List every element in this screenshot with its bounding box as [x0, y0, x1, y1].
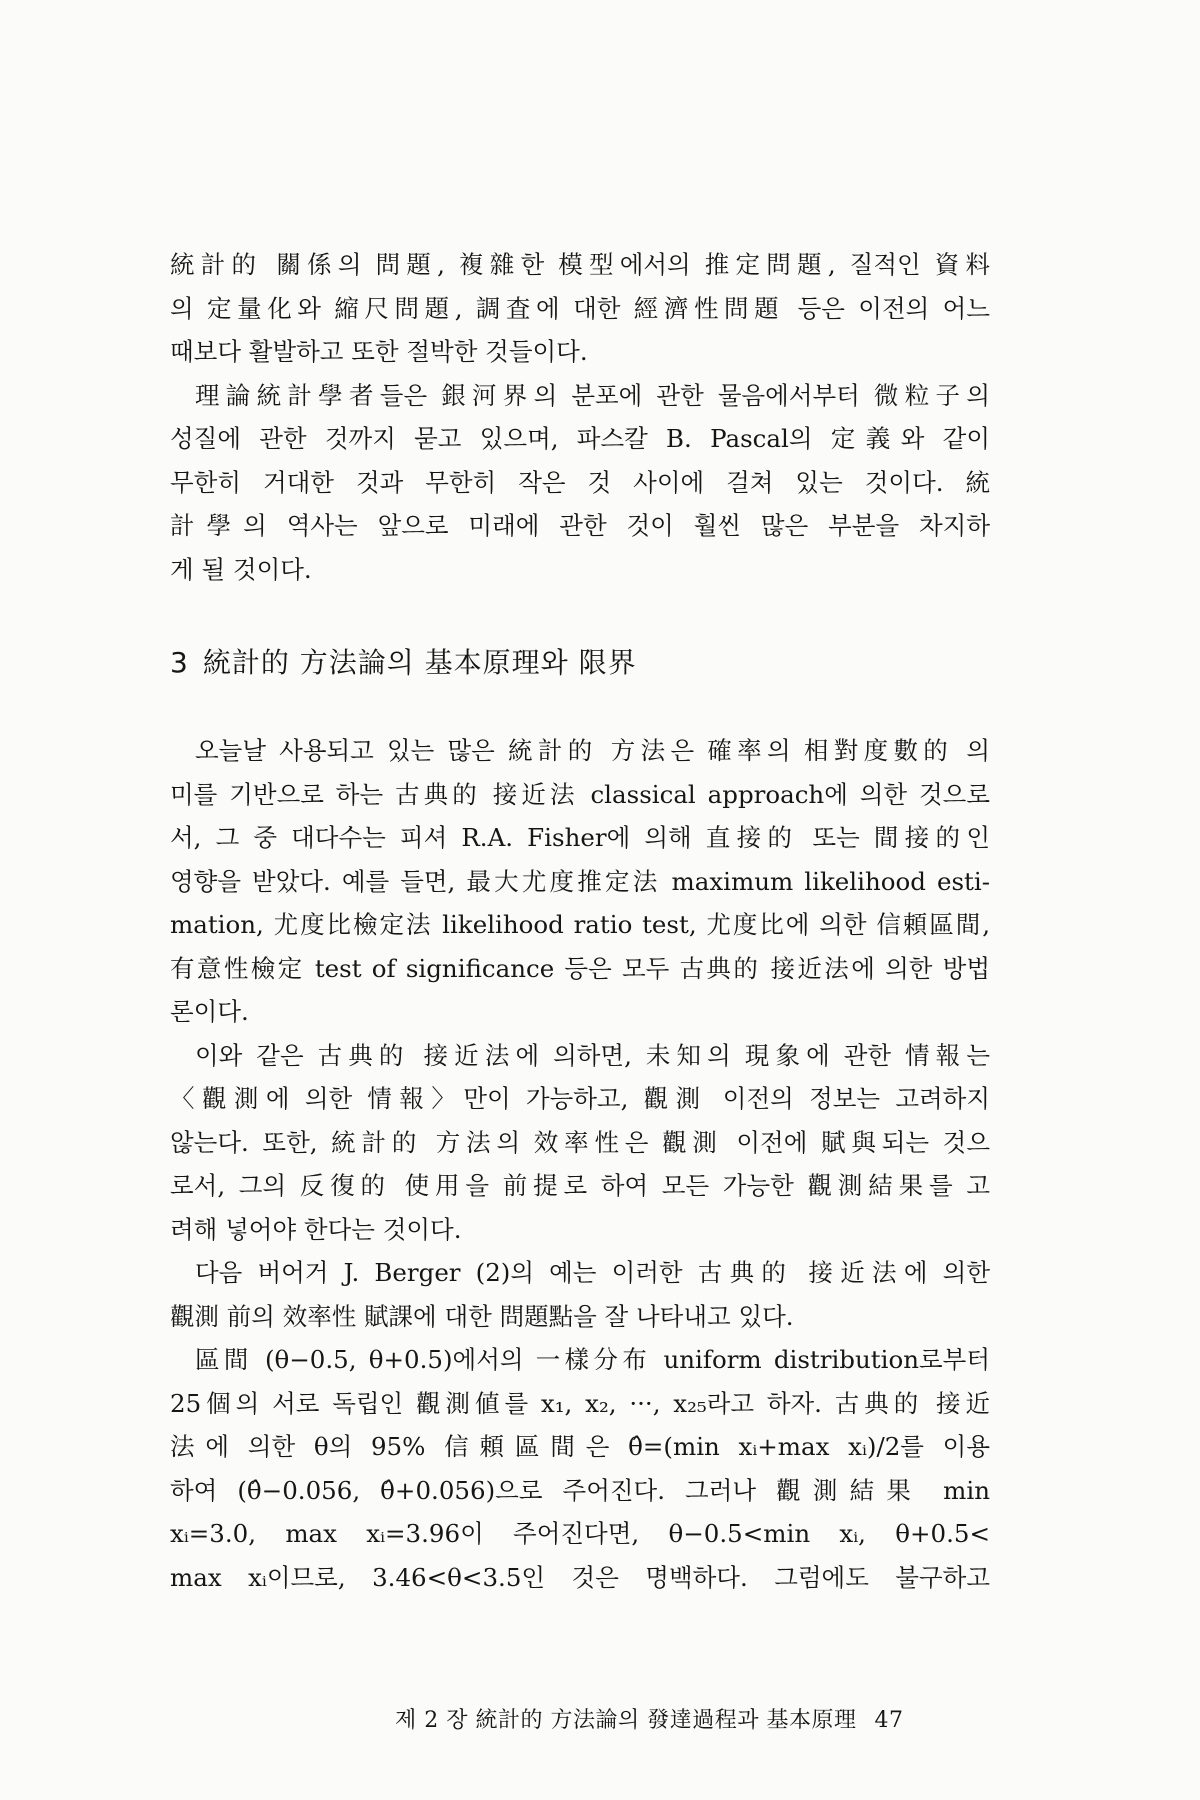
text-line: 영향을 받았다. 예를 들면, 最大尤度推定法 maximum likelihood esti-: [170, 866, 990, 896]
section-number: 3: [170, 646, 189, 679]
text-line: 서, 그 중 대다수는 피셔 R.A. Fisher에 의해 直接的 또는 間接的인: [170, 823, 990, 852]
paragraph-classical-approach: [170, 729, 990, 1034]
paragraph-berger-example: [170, 1251, 990, 1338]
text-line: 하여 (θ̂−0.056, θ̂+0.056)으로 주어진다. 그러나 觀測結果 min: [170, 1475, 990, 1505]
page-body: [170, 243, 990, 1599]
text-line: 理論統計學者들은 銀河界의 분포에 관한 물음에서부터 微粒子의: [195, 380, 990, 410]
text-line: mation, 尤度比檢定法 likelihood ratio test, 尤度比에 의한 信頼區間,: [170, 910, 990, 939]
text-line: 統計的 關係의 問題, 複雜한 模型에서의 推定問題, 질적인 資料: [170, 250, 990, 279]
section-heading: [170, 643, 990, 683]
text-line: 다음 버어거 J. Berger (2)의 예는 이러한 古典的 接近法에 의한: [195, 1258, 990, 1287]
paragraph-observation-info: [170, 1034, 990, 1252]
text-line: 성질에 관한 것까지 묻고 있으며, 파스칼 B. Pascal의 定義와 같이: [170, 424, 990, 453]
text-line: 무한히 거대한 것과 무한히 작은 것 사이에 걸쳐 있는 것이다. 統: [170, 467, 990, 497]
text-line: 〈觀測에 의한 情報〉만이 가능하고, 觀測 이전의 정보는 고려하지: [170, 1084, 990, 1113]
running-footer: [395, 1705, 903, 1737]
text-line: 區間 (θ−0.5, θ+0.5)에서의 一樣分布 uniform distribution로부터: [195, 1345, 990, 1374]
paragraph-theory-statisticians: [170, 374, 990, 592]
text-line: xᵢ=3.0, max xᵢ=3.96이 주어진다면, θ−0.5<min xᵢ, θ+0.5<: [170, 1519, 990, 1548]
text-line: 法에 의한 θ의 95% 信頼區間은 θ̂=(min xᵢ+max xᵢ)/2를 이용: [170, 1432, 990, 1461]
text-line: max xᵢ이므로, 3.46<θ<3.5인 것은 명백하다. 그럼에도 불구하고: [170, 1562, 990, 1592]
text-line: 有意性檢定 test of significance 등은 모두 古典的 接近法에 의한 방법: [170, 953, 990, 983]
text-line: 이와 같은 古典的 接近法에 의하면, 未知의 現象에 관한 情報는: [195, 1040, 990, 1070]
text-line: 25個의 서로 독립인 觀測値를 x₁, x₂, ···, x₂₅라고 하자. 古典的 接近: [170, 1388, 990, 1418]
text-line: 때보다 활발하고 또한 절박한 것들이다.: [170, 337, 588, 366]
paragraph-continued: [170, 243, 990, 374]
text-line: 않는다. 또한, 統計的 方法의 效率性은 觀測 이전에 賦與되는 것으: [170, 1127, 990, 1157]
text-line: 計學의 역사는 앞으로 미래에 관한 것이 훨씬 많은 부분을 차지하: [170, 511, 990, 540]
chapter-title: 제 2 장 統計的 方法論의 發達過程과 基本原理: [395, 1708, 857, 1733]
text-line: 의 定量化와 縮尺問題, 調査에 대한 經濟性問題 등은 이전의 어느: [170, 293, 990, 323]
text-line: 오늘날 사용되고 있는 많은 統計的 方法은 確率의 相對度數的 의: [195, 736, 990, 765]
text-line: 觀測 前의 效率性 賦課에 대한 問題點을 잘 나타내고 있다.: [170, 1301, 794, 1331]
page-number: 47: [874, 1708, 904, 1733]
paragraph-uniform-example: [170, 1338, 990, 1599]
text-line: 게 될 것이다.: [170, 554, 312, 584]
section-title: 統計的 方法論의 基本原理와 限界: [202, 646, 637, 679]
text-line: 론이다.: [170, 997, 249, 1026]
text-line: 로서, 그의 反復的 使用을 前提로 하여 모든 가능한 觀測結果를 고: [170, 1171, 990, 1200]
text-line: 미를 기반으로 하는 古典的 接近法 classical approach에 의한 것으로: [170, 779, 990, 809]
text-line: 려해 넣어야 한다는 것이다.: [170, 1214, 462, 1244]
